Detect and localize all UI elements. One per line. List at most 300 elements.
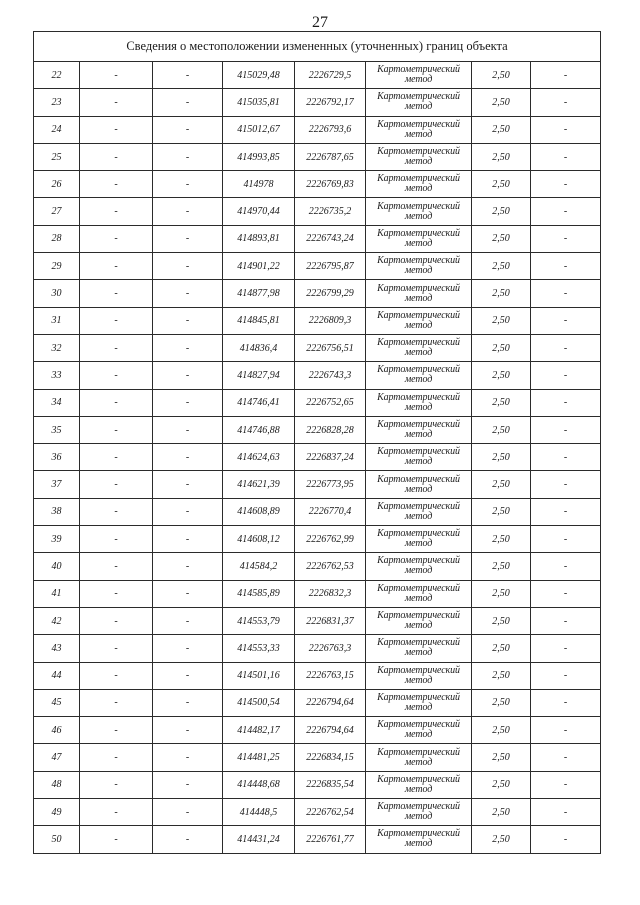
accuracy-cell: 2,50	[472, 662, 531, 689]
accuracy-cell: 2,50	[472, 771, 531, 798]
accuracy-cell: 2,50	[472, 744, 531, 771]
point-number-cell: 22	[34, 62, 80, 89]
method-line: Картометрический	[377, 801, 460, 813]
table-row	[34, 89, 601, 116]
table-row	[34, 826, 601, 853]
method-cell	[366, 389, 472, 416]
coord-y-cell: 2226762,99	[295, 526, 366, 553]
table-row	[34, 171, 601, 198]
method-cell	[366, 771, 472, 798]
empty-coord-x-cell: -	[80, 498, 153, 525]
table-row	[34, 416, 601, 443]
coord-y-cell: 2226787,65	[295, 143, 366, 170]
method-cell	[366, 553, 472, 580]
empty-coord-x-cell: -	[80, 334, 153, 361]
method-line: метод	[404, 729, 433, 741]
table-row	[34, 662, 601, 689]
method-cell	[366, 471, 472, 498]
coord-x-cell: 414746,41	[223, 389, 295, 416]
coord-y-cell: 2226834,15	[295, 744, 366, 771]
empty-coord-x-cell: -	[80, 553, 153, 580]
accuracy-cell: 2,50	[472, 498, 531, 525]
table-row	[34, 307, 601, 334]
coord-y-cell: 2226752,65	[295, 389, 366, 416]
coord-y-cell: 2226735,2	[295, 198, 366, 225]
description-cell: -	[531, 444, 601, 471]
method-line: метод	[404, 538, 433, 550]
description-cell: -	[531, 389, 601, 416]
coord-y-cell: 2226729,5	[295, 62, 366, 89]
method-cell	[366, 307, 472, 334]
table-row	[34, 143, 601, 170]
empty-coord-y-cell: -	[153, 662, 223, 689]
method-cell	[366, 662, 472, 689]
method-line: Картометрический	[377, 746, 460, 758]
empty-coord-x-cell: -	[80, 471, 153, 498]
empty-coord-y-cell: -	[153, 526, 223, 553]
empty-coord-x-cell: -	[80, 62, 153, 89]
method-line: метод	[404, 74, 433, 86]
method-line: Картометрический	[377, 391, 460, 403]
empty-coord-y-cell: -	[153, 553, 223, 580]
description-cell: -	[531, 280, 601, 307]
empty-coord-y-cell: -	[153, 62, 223, 89]
method-line: метод	[404, 620, 433, 632]
method-line: Картометрический	[377, 337, 460, 349]
description-cell: -	[531, 471, 601, 498]
method-line: метод	[404, 701, 433, 713]
method-line: метод	[404, 674, 433, 686]
accuracy-cell: 2,50	[472, 607, 531, 634]
empty-coord-x-cell: -	[80, 662, 153, 689]
point-number-cell: 49	[34, 799, 80, 826]
empty-coord-x-cell: -	[80, 799, 153, 826]
accuracy-cell: 2,50	[472, 826, 531, 853]
coord-x-cell: 414746,88	[223, 416, 295, 443]
empty-coord-y-cell: -	[153, 416, 223, 443]
accuracy-cell: 2,50	[472, 471, 531, 498]
point-number-cell: 32	[34, 334, 80, 361]
table-row	[34, 744, 601, 771]
table-row	[34, 526, 601, 553]
method-line: метод	[404, 183, 433, 195]
method-line: Картометрический	[377, 282, 460, 294]
method-line: Картометрический	[377, 91, 460, 103]
empty-coord-y-cell: -	[153, 225, 223, 252]
method-line: метод	[404, 401, 433, 413]
table-row	[34, 689, 601, 716]
empty-coord-y-cell: -	[153, 471, 223, 498]
method-line: метод	[404, 647, 433, 659]
accuracy-cell: 2,50	[472, 362, 531, 389]
table-row	[34, 717, 601, 744]
description-cell: -	[531, 307, 601, 334]
method-line: метод	[404, 783, 433, 795]
coord-y-cell: 2226743,3	[295, 362, 366, 389]
method-cell	[366, 198, 472, 225]
table-row	[34, 799, 601, 826]
description-cell: -	[531, 225, 601, 252]
description-cell: -	[531, 89, 601, 116]
empty-coord-x-cell: -	[80, 607, 153, 634]
method-line: Картометрический	[377, 637, 460, 649]
method-cell	[366, 171, 472, 198]
table-row	[34, 362, 601, 389]
empty-coord-x-cell: -	[80, 444, 153, 471]
point-number-cell: 50	[34, 826, 80, 853]
description-cell: -	[531, 198, 601, 225]
coord-y-cell: 2226794,64	[295, 717, 366, 744]
coord-x-cell: 414500,54	[223, 689, 295, 716]
table-row	[34, 198, 601, 225]
coord-x-cell: 414608,89	[223, 498, 295, 525]
point-number-cell: 39	[34, 526, 80, 553]
coord-y-cell: 2226761,77	[295, 826, 366, 853]
table-row	[34, 253, 601, 280]
coord-x-cell: 414624,63	[223, 444, 295, 471]
coord-x-cell: 414501,16	[223, 662, 295, 689]
table-row	[34, 498, 601, 525]
point-number-cell: 35	[34, 416, 80, 443]
coord-x-cell: 414845,81	[223, 307, 295, 334]
empty-coord-x-cell: -	[80, 89, 153, 116]
accuracy-cell: 2,50	[472, 689, 531, 716]
empty-coord-y-cell: -	[153, 689, 223, 716]
empty-coord-x-cell: -	[80, 116, 153, 143]
description-cell: -	[531, 744, 601, 771]
accuracy-cell: 2,50	[472, 89, 531, 116]
accuracy-cell: 2,50	[472, 416, 531, 443]
accuracy-cell: 2,50	[472, 444, 531, 471]
accuracy-cell: 2,50	[472, 580, 531, 607]
page-number: 27	[312, 14, 328, 31]
empty-coord-x-cell: -	[80, 389, 153, 416]
method-cell	[366, 799, 472, 826]
method-line: метод	[404, 483, 433, 495]
coord-y-cell: 2226792,17	[295, 89, 366, 116]
description-cell: -	[531, 526, 601, 553]
coord-y-cell: 2226835,54	[295, 771, 366, 798]
description-cell: -	[531, 717, 601, 744]
empty-coord-y-cell: -	[153, 717, 223, 744]
description-cell: -	[531, 416, 601, 443]
point-number-cell: 44	[34, 662, 80, 689]
method-cell	[366, 744, 472, 771]
empty-coord-y-cell: -	[153, 498, 223, 525]
coord-x-cell: 414877,98	[223, 280, 295, 307]
method-cell	[366, 444, 472, 471]
empty-coord-y-cell: -	[153, 607, 223, 634]
empty-coord-x-cell: -	[80, 826, 153, 853]
accuracy-cell: 2,50	[472, 717, 531, 744]
method-line: метод	[404, 756, 433, 768]
table-row	[34, 116, 601, 143]
table-row	[34, 225, 601, 252]
method-line: метод	[404, 101, 433, 113]
method-line: метод	[404, 265, 433, 277]
section-title: Сведения о местоположении измененных (уточненных) границ объекта	[34, 32, 601, 62]
method-cell	[366, 89, 472, 116]
accuracy-cell: 2,50	[472, 62, 531, 89]
accuracy-cell: 2,50	[472, 635, 531, 662]
method-line: метод	[404, 292, 433, 304]
point-number-cell: 23	[34, 89, 80, 116]
coord-x-cell: 414584,2	[223, 553, 295, 580]
accuracy-cell: 2,50	[472, 553, 531, 580]
empty-coord-y-cell: -	[153, 307, 223, 334]
empty-coord-y-cell: -	[153, 143, 223, 170]
accuracy-cell: 2,50	[472, 143, 531, 170]
point-number-cell: 46	[34, 717, 80, 744]
empty-coord-y-cell: -	[153, 826, 223, 853]
coord-y-cell: 2226769,83	[295, 171, 366, 198]
empty-coord-x-cell: -	[80, 717, 153, 744]
coord-x-cell: 414893,81	[223, 225, 295, 252]
point-number-cell: 26	[34, 171, 80, 198]
coord-x-cell: 415035,81	[223, 89, 295, 116]
accuracy-cell: 2,50	[472, 799, 531, 826]
method-line: Картометрический	[377, 309, 460, 321]
method-cell	[366, 416, 472, 443]
empty-coord-y-cell: -	[153, 580, 223, 607]
table-row	[34, 334, 601, 361]
method-cell	[366, 225, 472, 252]
table-row	[34, 389, 601, 416]
table-row	[34, 580, 601, 607]
empty-coord-x-cell: -	[80, 307, 153, 334]
coord-x-cell: 414553,33	[223, 635, 295, 662]
table-row	[34, 607, 601, 634]
method-line: Картометрический	[377, 555, 460, 567]
accuracy-cell: 2,50	[472, 225, 531, 252]
method-cell	[366, 362, 472, 389]
method-line: Картометрический	[377, 528, 460, 540]
point-number-cell: 41	[34, 580, 80, 607]
method-cell	[366, 143, 472, 170]
accuracy-cell: 2,50	[472, 253, 531, 280]
table-row	[34, 553, 601, 580]
table-row	[34, 444, 601, 471]
accuracy-cell: 2,50	[472, 280, 531, 307]
empty-coord-y-cell: -	[153, 280, 223, 307]
coord-y-cell: 2226799,29	[295, 280, 366, 307]
method-cell	[366, 280, 472, 307]
point-number-cell: 37	[34, 471, 80, 498]
accuracy-cell: 2,50	[472, 334, 531, 361]
empty-coord-x-cell: -	[80, 689, 153, 716]
method-cell	[366, 826, 472, 853]
method-cell	[366, 580, 472, 607]
method-line: Картометрический	[377, 255, 460, 267]
description-cell: -	[531, 143, 601, 170]
method-line: Картометрический	[377, 446, 460, 458]
table-row	[34, 62, 601, 89]
point-number-cell: 24	[34, 116, 80, 143]
point-number-cell: 42	[34, 607, 80, 634]
method-line: Картометрический	[377, 773, 460, 785]
empty-coord-y-cell: -	[153, 253, 223, 280]
accuracy-cell: 2,50	[472, 198, 531, 225]
point-number-cell: 33	[34, 362, 80, 389]
coord-y-cell: 2226795,87	[295, 253, 366, 280]
method-line: Картометрический	[377, 118, 460, 130]
table-row	[34, 280, 601, 307]
method-line: метод	[404, 156, 433, 168]
method-cell	[366, 689, 472, 716]
coord-y-cell: 2226793,6	[295, 116, 366, 143]
coord-y-cell: 2226756,51	[295, 334, 366, 361]
empty-coord-x-cell: -	[80, 171, 153, 198]
description-cell: -	[531, 62, 601, 89]
empty-coord-x-cell: -	[80, 526, 153, 553]
coord-x-cell: 414431,24	[223, 826, 295, 853]
table-row	[34, 635, 601, 662]
method-line: метод	[404, 838, 433, 850]
point-number-cell: 25	[34, 143, 80, 170]
method-line: Картометрический	[377, 719, 460, 731]
description-cell: -	[531, 662, 601, 689]
coord-y-cell: 2226832,3	[295, 580, 366, 607]
empty-coord-x-cell: -	[80, 280, 153, 307]
method-cell	[366, 334, 472, 361]
point-number-cell: 45	[34, 689, 80, 716]
table-row	[34, 771, 601, 798]
point-number-cell: 28	[34, 225, 80, 252]
empty-coord-y-cell: -	[153, 744, 223, 771]
coord-x-cell: 414448,68	[223, 771, 295, 798]
method-line: метод	[404, 347, 433, 359]
method-line: Картометрический	[377, 419, 460, 430]
method-line: метод	[404, 429, 433, 440]
point-number-cell: 40	[34, 553, 80, 580]
coord-x-cell: 414827,94	[223, 362, 295, 389]
description-cell: -	[531, 362, 601, 389]
empty-coord-y-cell: -	[153, 799, 223, 826]
point-number-cell: 38	[34, 498, 80, 525]
description-cell: -	[531, 498, 601, 525]
coord-x-cell: 414993,85	[223, 143, 295, 170]
method-cell	[366, 635, 472, 662]
method-cell	[366, 526, 472, 553]
description-cell: -	[531, 689, 601, 716]
method-line: метод	[404, 565, 433, 577]
empty-coord-x-cell: -	[80, 580, 153, 607]
method-cell	[366, 116, 472, 143]
method-line: Картометрический	[377, 364, 460, 376]
point-number-cell: 29	[34, 253, 80, 280]
point-number-cell: 34	[34, 389, 80, 416]
description-cell: -	[531, 116, 601, 143]
description-cell: -	[531, 171, 601, 198]
coord-x-cell: 414970,44	[223, 198, 295, 225]
method-line: Картометрический	[377, 691, 460, 703]
coord-y-cell: 2226763,15	[295, 662, 366, 689]
method-line: Картометрический	[377, 828, 460, 840]
method-line: метод	[404, 592, 433, 604]
coord-x-cell: 414553,79	[223, 607, 295, 634]
point-number-cell: 31	[34, 307, 80, 334]
coord-x-cell: 414481,25	[223, 744, 295, 771]
point-number-cell: 30	[34, 280, 80, 307]
description-cell: -	[531, 253, 601, 280]
accuracy-cell: 2,50	[472, 307, 531, 334]
accuracy-cell: 2,50	[472, 116, 531, 143]
empty-coord-x-cell: -	[80, 744, 153, 771]
method-line: метод	[404, 811, 433, 823]
accuracy-cell: 2,50	[472, 389, 531, 416]
method-line: Картометрический	[377, 200, 460, 212]
coord-y-cell: 2226762,53	[295, 553, 366, 580]
coord-y-cell: 2226763,3	[295, 635, 366, 662]
empty-coord-x-cell: -	[80, 771, 153, 798]
description-cell: -	[531, 635, 601, 662]
method-line: метод	[404, 374, 433, 386]
method-cell	[366, 717, 472, 744]
coord-y-cell: 2226831,37	[295, 607, 366, 634]
method-line: Картометрический	[377, 64, 460, 76]
description-cell: -	[531, 826, 601, 853]
method-line: Картометрический	[377, 146, 460, 158]
empty-coord-y-cell: -	[153, 389, 223, 416]
empty-coord-y-cell: -	[153, 362, 223, 389]
coord-y-cell: 2226794,64	[295, 689, 366, 716]
empty-coord-y-cell: -	[153, 89, 223, 116]
coord-y-cell: 2226773,95	[295, 471, 366, 498]
description-cell: -	[531, 799, 601, 826]
empty-coord-y-cell: -	[153, 334, 223, 361]
method-line: Картометрический	[377, 173, 460, 185]
coord-x-cell: 414482,17	[223, 717, 295, 744]
method-line: метод	[404, 456, 433, 468]
method-line: Картометрический	[377, 582, 460, 594]
description-cell: -	[531, 553, 601, 580]
table-row	[34, 471, 601, 498]
description-cell: -	[531, 334, 601, 361]
point-number-cell: 36	[34, 444, 80, 471]
method-line: метод	[404, 319, 433, 331]
method-line: метод	[404, 128, 433, 140]
method-line: метод	[404, 237, 433, 249]
accuracy-cell: 2,50	[472, 526, 531, 553]
coord-y-cell: 2226828,28	[295, 416, 366, 443]
coord-x-cell: 414608,12	[223, 526, 295, 553]
empty-coord-x-cell: -	[80, 635, 153, 662]
description-cell: -	[531, 607, 601, 634]
method-line: Картометрический	[377, 500, 460, 512]
empty-coord-y-cell: -	[153, 171, 223, 198]
empty-coord-y-cell: -	[153, 635, 223, 662]
empty-coord-y-cell: -	[153, 771, 223, 798]
coordinates-table	[33, 31, 601, 854]
point-number-cell: 47	[34, 744, 80, 771]
coord-x-cell: 414836,4	[223, 334, 295, 361]
coord-x-cell: 415012,67	[223, 116, 295, 143]
method-line: Картометрический	[377, 473, 460, 485]
coord-y-cell: 2226837,24	[295, 444, 366, 471]
method-cell	[366, 498, 472, 525]
coord-y-cell: 2226809,3	[295, 307, 366, 334]
coord-x-cell: 415029,48	[223, 62, 295, 89]
empty-coord-y-cell: -	[153, 444, 223, 471]
coord-y-cell: 2226770,4	[295, 498, 366, 525]
coord-y-cell: 2226743,24	[295, 225, 366, 252]
empty-coord-x-cell: -	[80, 253, 153, 280]
point-number-cell: 27	[34, 198, 80, 225]
coord-x-cell: 414901,22	[223, 253, 295, 280]
method-line: Картометрический	[377, 227, 460, 239]
coord-x-cell: 414585,89	[223, 580, 295, 607]
method-line: Картометрический	[377, 664, 460, 676]
